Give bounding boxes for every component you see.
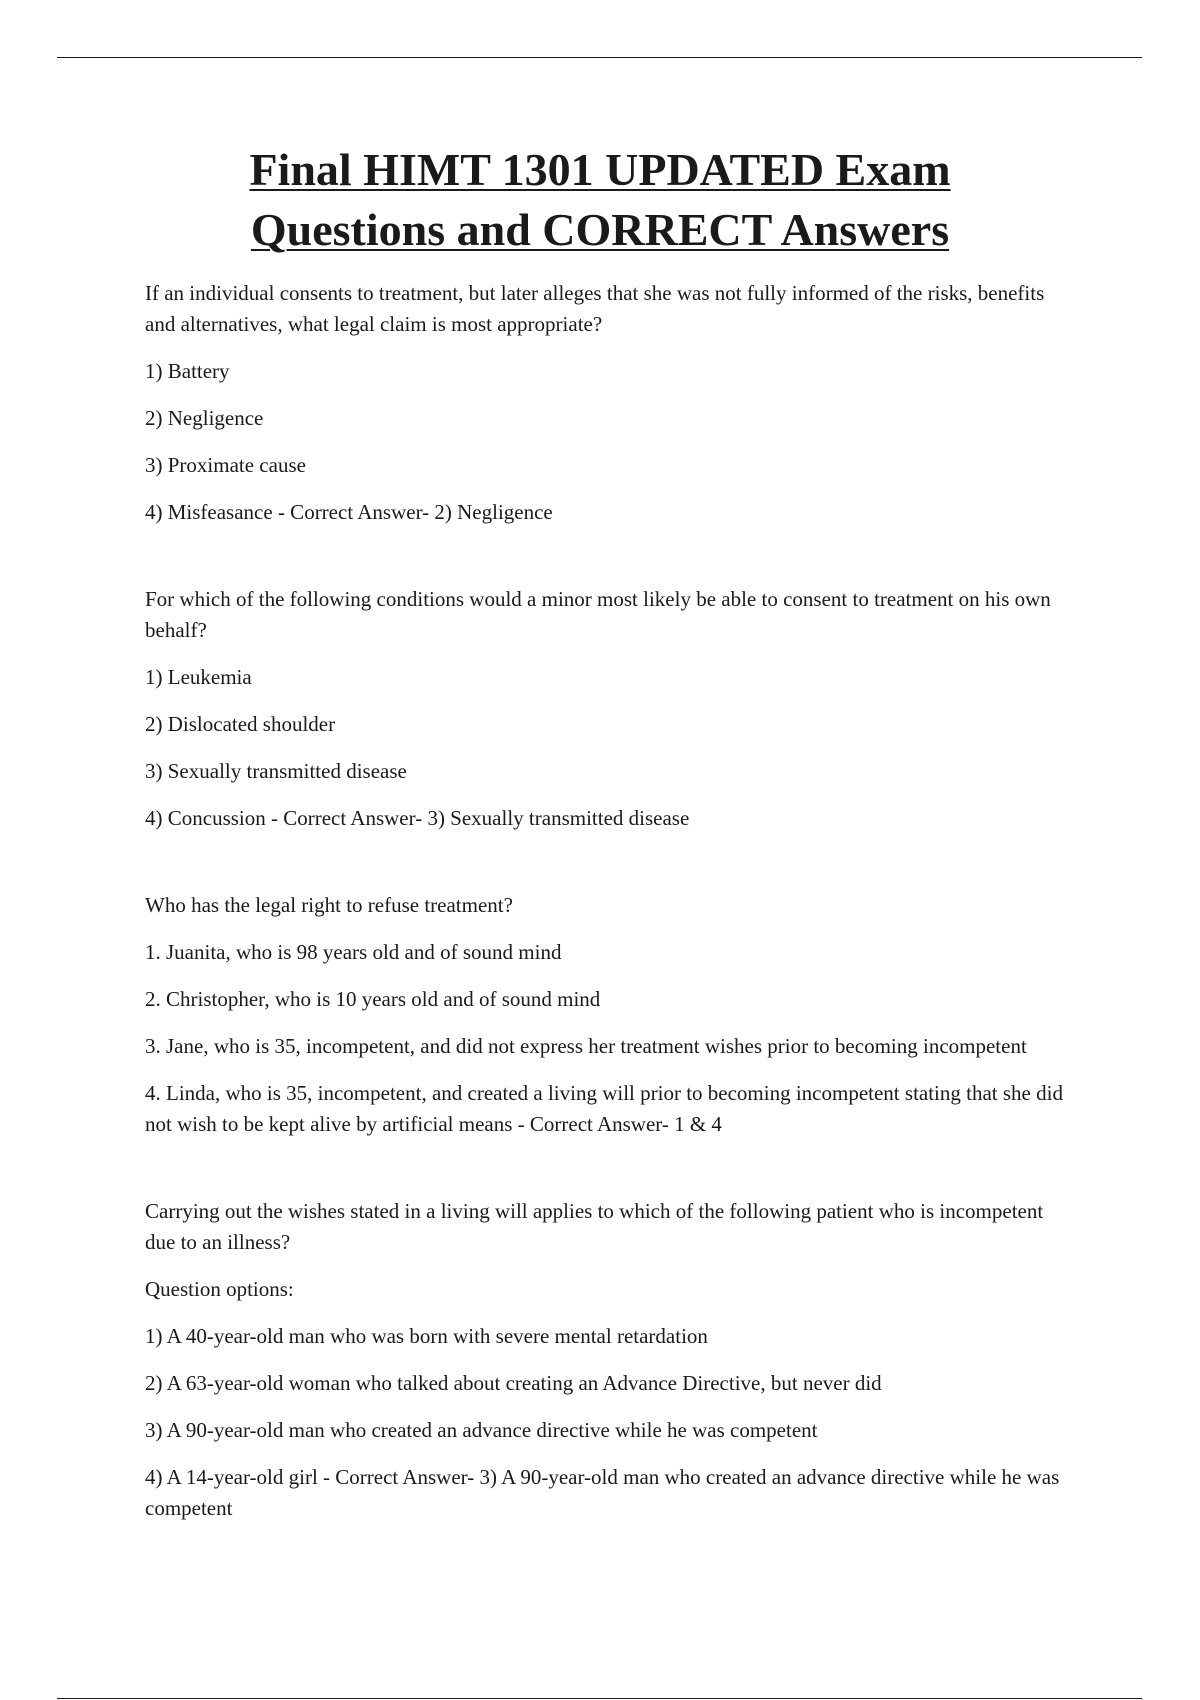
answer-option: 3. Jane, who is 35, incompetent, and did not express her treatment wishes prior to becoming incompetent [145, 1034, 1027, 1058]
question-options-label: Question options: [145, 1277, 294, 1301]
answer-option: 1) Battery [145, 359, 230, 383]
answer-option: 1) Leukemia [145, 665, 252, 689]
questions-section [145, 278, 1075, 1580]
question-block [145, 278, 1075, 528]
answer-option: 4. Linda, who is 35, incompetent, and created a living will prior to becoming incompetent stating that she did not wish to be kept alive by artificial means - Correct Answer- 1 & 4 [145, 1081, 1063, 1136]
answer-option: 1) A 40-year-old man who was born with severe mental retardation [145, 1324, 708, 1348]
question-text: Carrying out the wishes stated in a living will applies to which of the following patient who is incompetent due to an illness? [145, 1199, 1044, 1254]
answer-option: 2. Christopher, who is 10 years old and of sound mind [145, 987, 601, 1011]
question-text: For which of the following conditions would a minor most likely be able to consent to treatment on his own behalf? [145, 587, 1051, 642]
answer-option: 3) Proximate cause [145, 453, 306, 477]
title-line-1: Final HIMT 1301 UPDATED Exam [249, 144, 951, 195]
answer-option: 2) A 63-year-old woman who talked about creating an Advance Directive, but never did [145, 1371, 882, 1395]
answer-option: 2) Dislocated shoulder [145, 712, 336, 736]
question-text: Who has the legal right to refuse treatment? [145, 893, 513, 917]
answer-option: 4) Concussion - Correct Answer- 3) Sexually transmitted disease [145, 806, 690, 830]
answer-option: 4) Misfeasance - Correct Answer- 2) Negligence [145, 500, 553, 524]
answer-option: 1. Juanita, who is 98 years old and of sound mind [145, 940, 562, 964]
title-line-2: Questions and CORRECT Answers [250, 204, 950, 255]
document-title [0, 140, 1200, 260]
answer-option: 3) A 90-year-old man who created an advance directive while he was competent [145, 1418, 818, 1442]
question-text: If an individual consents to treatment, but later alleges that she was not fully informed of the risks, benefits and alternatives, what legal claim is most appropriate? [145, 281, 1045, 336]
question-block [145, 584, 1075, 834]
bottom-rule [57, 1698, 1142, 1699]
answer-option: 3) Sexually transmitted disease [145, 759, 407, 783]
question-block [145, 1196, 1075, 1524]
answer-option: 4) A 14-year-old girl - Correct Answer- 3) A 90-year-old man who created an advance directive while he was competent [145, 1465, 1060, 1520]
question-block [145, 890, 1075, 1140]
answer-option: 2) Negligence [145, 406, 264, 430]
top-rule [57, 57, 1142, 58]
